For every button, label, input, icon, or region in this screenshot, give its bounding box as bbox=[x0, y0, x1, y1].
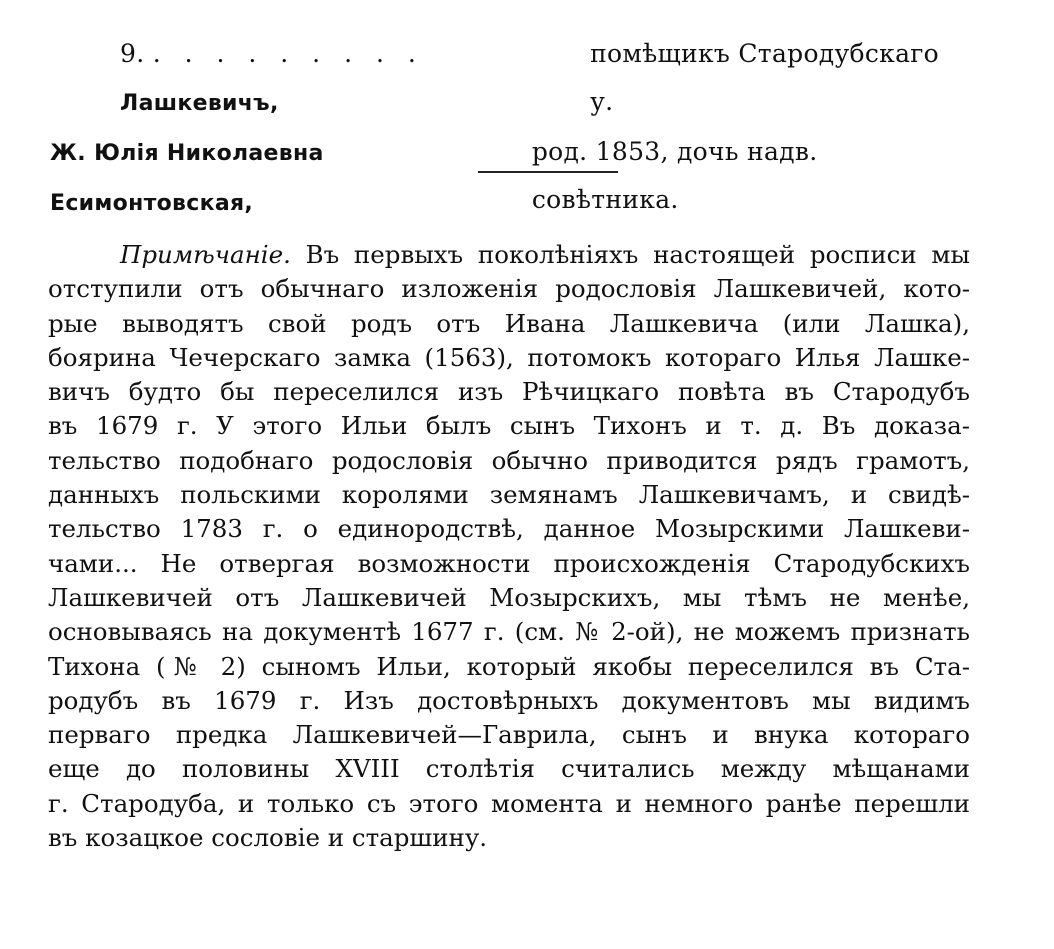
note-line: вичъ будто бы переселился изъ Рѣчицкаго повѣта въ Стародубъ bbox=[48, 377, 970, 407]
entry-description: помѣщикъ Стародубскаго у. bbox=[590, 39, 940, 116]
entry-number: 9. bbox=[120, 39, 145, 68]
note-line: чами... Не отвергая возможности происхожденія Стародубскихъ bbox=[48, 548, 970, 578]
note-label: Примѣчаніе. bbox=[120, 240, 291, 269]
entry-lead bbox=[120, 30, 590, 128]
wife-name: Юлія Николаевна Есимонтовская, bbox=[50, 141, 324, 216]
note-line: Тихона (№ 2) сыномъ Ильи, который якобы переселился въ Ста- bbox=[48, 651, 970, 681]
note-line bbox=[48, 238, 970, 272]
note-line: данныхъ польскими королями земянамъ Лашкевичамъ, и свидѣ- bbox=[48, 480, 970, 510]
entry-line-1 bbox=[50, 30, 970, 128]
note-line: Лашкевичей отъ Лашкевичей Мозырскихъ, мы тѣмъ не менѣе, bbox=[48, 582, 970, 612]
note-line: рые выводятъ свой родъ отъ Ивана Лашкевича (или Лашка), bbox=[48, 308, 970, 338]
note-line: въ козацкое сословіе и старшину. bbox=[48, 823, 488, 853]
note-line: еще до половины XVIII столѣтія считались между мѣщанами bbox=[48, 754, 970, 784]
note-line: тельство 1783 г. о единородствѣ, данное Мозырскими Лашкеви- bbox=[48, 514, 970, 544]
note-line: въ 1679 г. У этого Ильи былъ сынъ Тихонъ и т. д. Въ доказа- bbox=[48, 411, 970, 441]
wife-lead bbox=[50, 128, 532, 228]
note-paragraph bbox=[48, 238, 970, 855]
note-line: боярина Чечерскаго замка (1563), потомокъ котораго Илья Лашке- bbox=[48, 342, 970, 372]
note-line: тельство подобнаго родословія обычно приводится рядъ грамотъ, bbox=[48, 445, 970, 475]
entry-line-2 bbox=[50, 128, 970, 228]
note-line: г. Стародуба, и только съ этого момента и немного ранѣе перешли bbox=[48, 788, 970, 818]
note-line: родубъ въ 1679 г. Изъ достовѣрныхъ документовъ мы видимъ bbox=[48, 685, 970, 715]
wife-prefix: Ж. bbox=[50, 141, 86, 166]
entry-surname: Лашкевичъ, bbox=[120, 91, 279, 116]
wife-description: род. 1853, дочь надв. совѣтника. bbox=[531, 137, 818, 214]
genealogy-entry bbox=[50, 30, 970, 228]
note-line: отступили отъ обычнаго изложенія родословія Лашкевичей, кото- bbox=[48, 274, 970, 304]
section-divider bbox=[478, 171, 618, 173]
dot-leader: . . . . . . . . . bbox=[152, 39, 424, 68]
note-line: перваго предка Лашкевичей—Гаврила, сынъ и внука котораго bbox=[48, 720, 970, 750]
note-line: основываясь на документѣ 1677 г. (см. № 2-ой), не можемъ признать bbox=[48, 617, 970, 647]
note-line-text: Въ первыхъ поколѣніяхъ настоящей росписи мы bbox=[305, 240, 970, 269]
